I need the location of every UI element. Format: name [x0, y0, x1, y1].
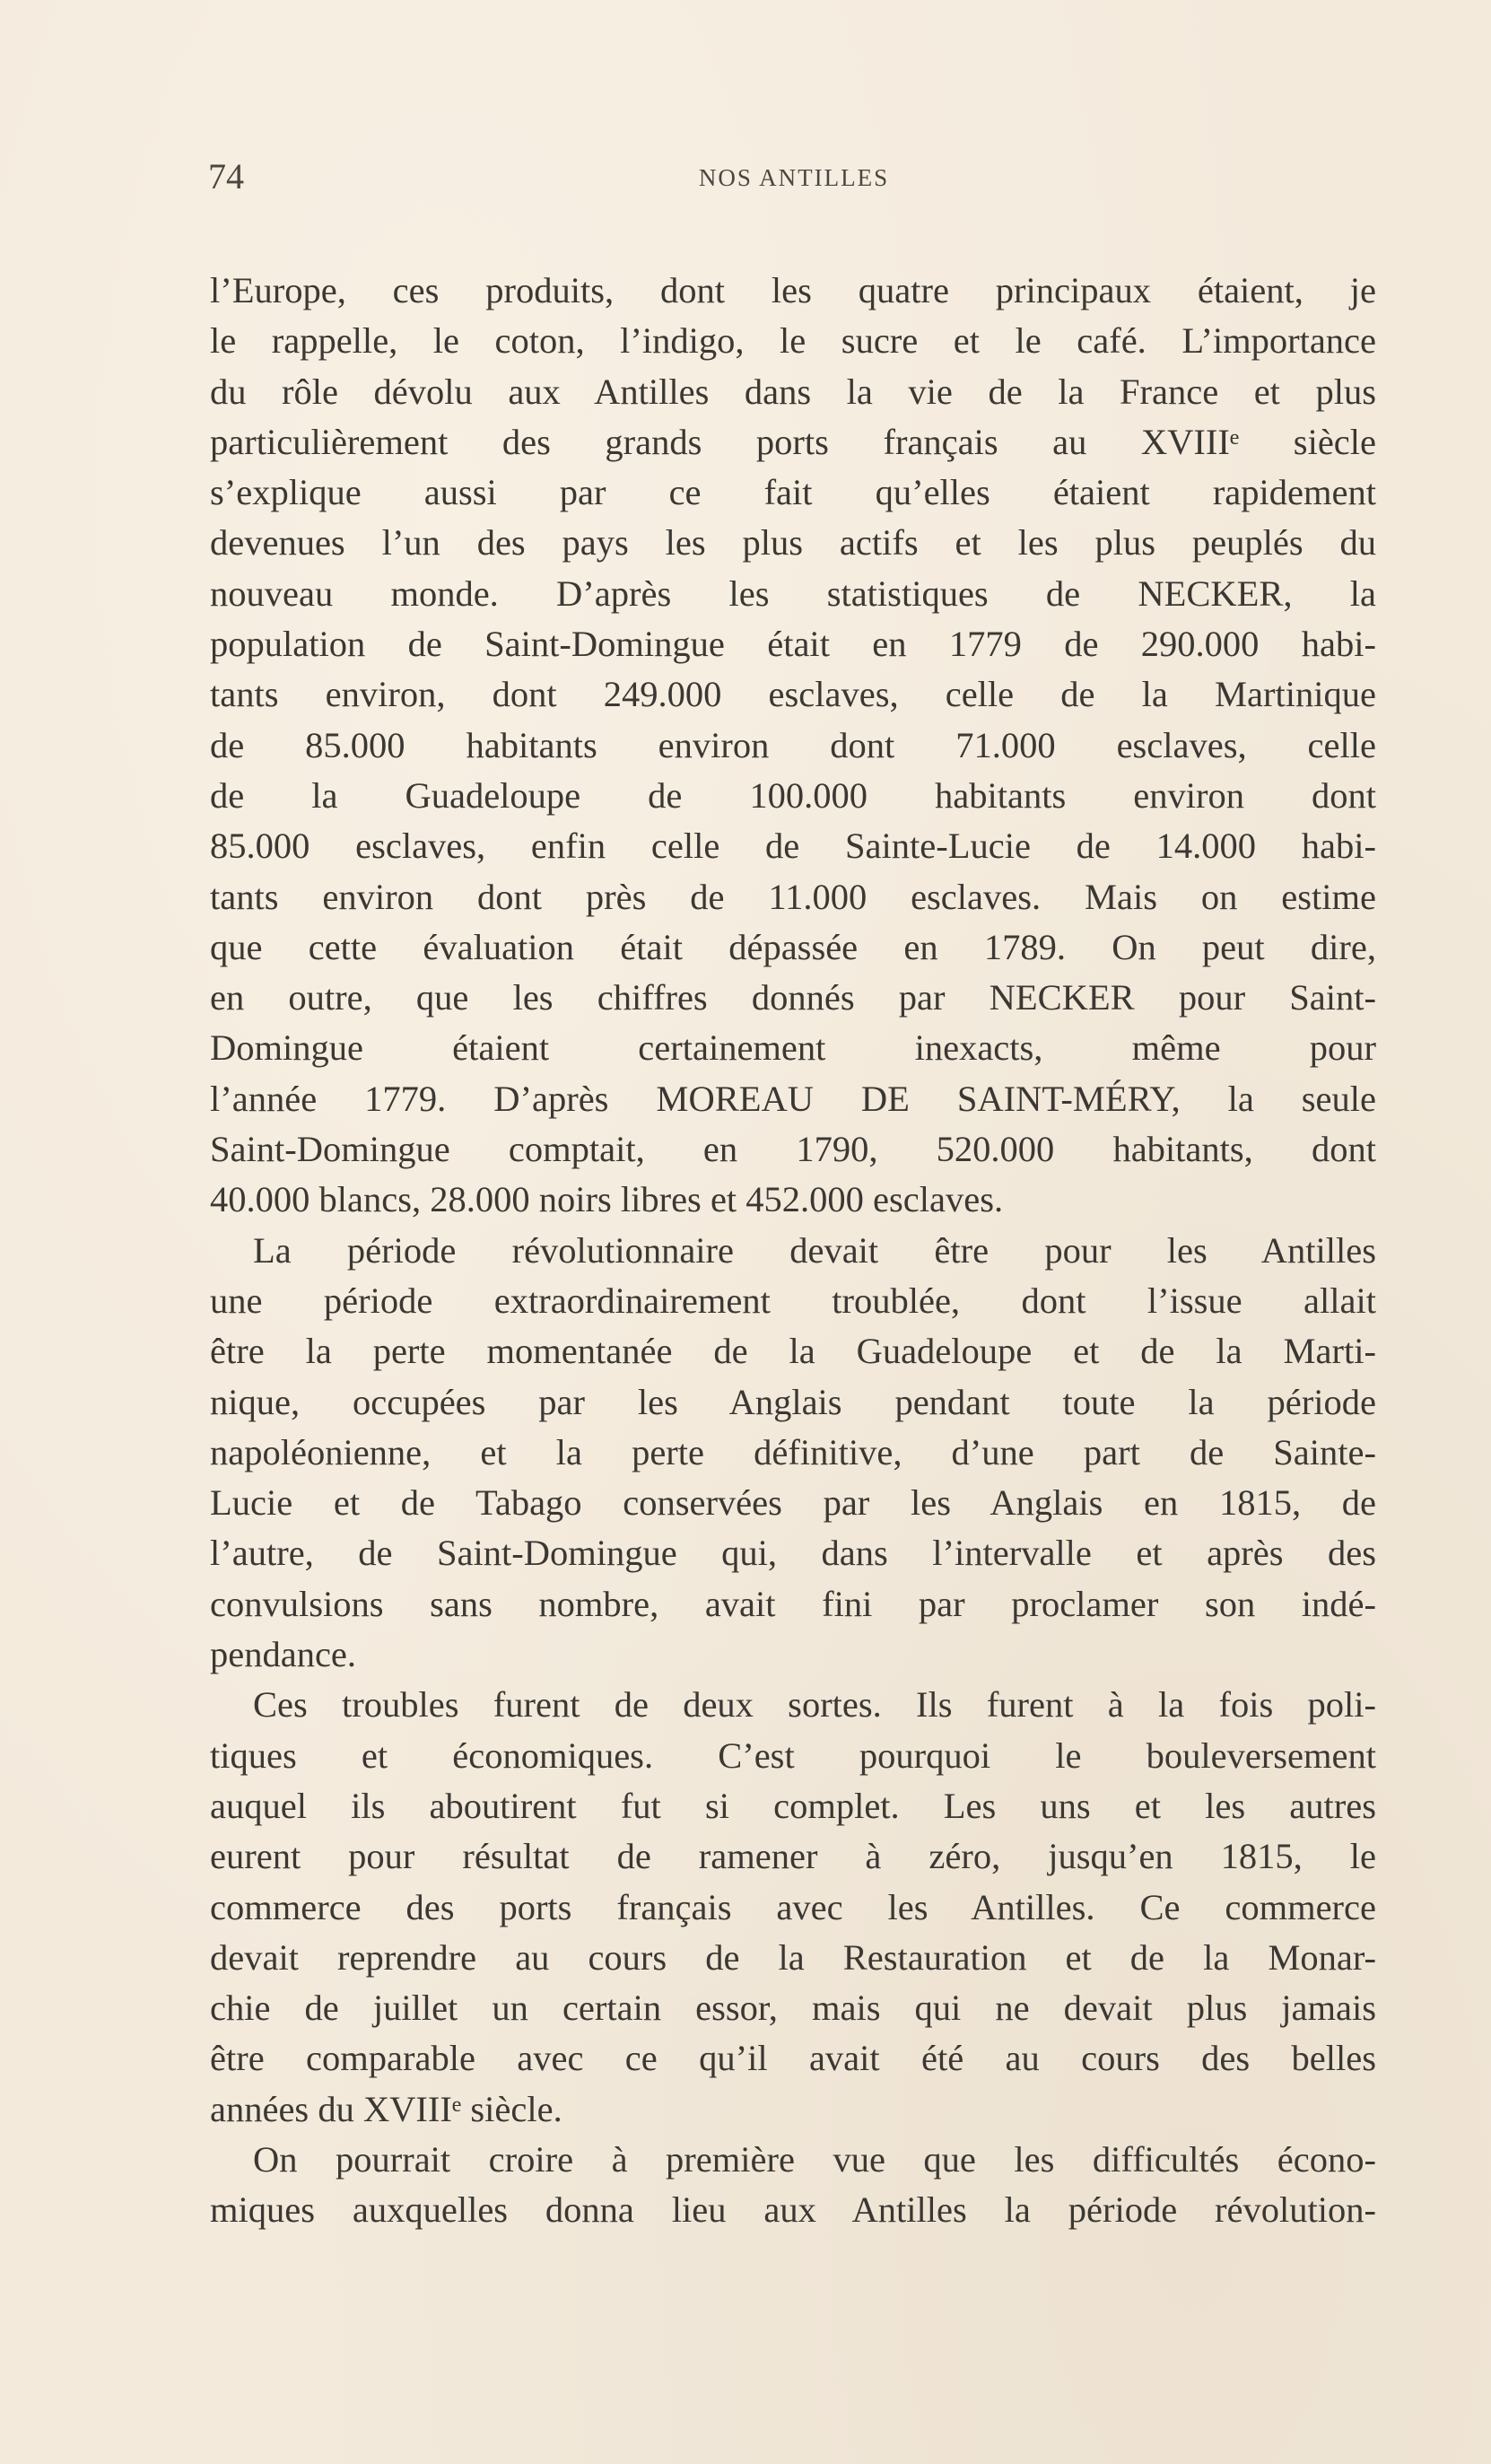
paragraph-end-line: années du XVIIIᵉ siècle.: [210, 2088, 562, 2129]
paragraph-end-line: 40.000 blancs, 28.000 noirs libres et 452.000 esclaves.: [210, 1179, 1004, 1220]
text-line: le rappelle, le coton, l’indigo, le sucre et le café. L’importance: [210, 320, 1376, 362]
text-line: être la perte momentanée de la Guadeloupe et de la Marti-: [210, 1331, 1376, 1372]
text-line: être comparable avec ce qu’il avait été au cours des belles: [210, 2038, 1376, 2079]
text-line: de 85.000 habitants environ dont 71.000 esclaves, celle: [210, 724, 1376, 765]
text-line: du rôle dévolu aux Antilles dans la vie de la France et plus: [210, 371, 1376, 412]
text-line: tants environ dont près de 11.000 esclaves. Mais on estime: [210, 876, 1376, 917]
text-line: convulsions sans nombre, avait fini par proclamer son indé-: [210, 1583, 1376, 1624]
text-line: Lucie et de Tabago conservées par les Anglais en 1815, de: [210, 1482, 1376, 1524]
text-line: devenues l’un des pays les plus actifs et les plus peuplés du: [210, 522, 1376, 564]
text-line: l’Europe, ces produits, dont les quatre principaux étaient, je: [210, 270, 1376, 310]
text-line: tiques et économiques. C’est pourquoi le bouleversement: [210, 1734, 1376, 1776]
text-line: particulièrement des grands ports français au XVIIIᵉ siècle: [210, 421, 1376, 462]
text-line: l’année 1779. D’après MOREAU DE SAINT-MÉRY, la seule: [210, 1078, 1376, 1119]
text-line: napoléonienne, et la perte définitive, d’une part de Sainte-: [210, 1431, 1376, 1472]
text-line: de la Guadeloupe de 100.000 habitants environ dont: [210, 774, 1376, 816]
paragraph-end-line: pendance.: [210, 1634, 357, 1675]
paragraph-start-line: On pourrait croire à première vue que les difficultés écono-: [253, 2138, 1376, 2180]
text-line: Domingue étaient certainement inexacts, même pour: [210, 1027, 1376, 1069]
paragraph-start-line: La période révolutionnaire devait être pour les Antilles: [253, 1229, 1376, 1271]
text-line: s’explique aussi par ce fait qu’elles étaient rapidement: [210, 472, 1376, 513]
text-line: population de Saint-Domingue était en 1779 de 290.000 habi-: [210, 624, 1376, 665]
page-number: 74: [208, 156, 244, 197]
text-line: commerce des ports français avec les Antilles. Ce commerce: [210, 1886, 1376, 1927]
text-line: eurent pour résultat de ramener à zéro, jusqu’en 1815, le: [210, 1836, 1376, 1877]
text-line: 85.000 esclaves, enfin celle de Sainte-Lucie de 14.000 habi-: [210, 826, 1376, 867]
text-line: en outre, que les chiffres donnés par NECKER pour Saint-: [210, 977, 1376, 1018]
paragraph-start-line: Ces troubles furent de deux sortes. Ils furent à la fois poli-: [253, 1684, 1376, 1726]
text-line: que cette évaluation était dépassée en 1789. On peut dire,: [210, 926, 1376, 967]
text-line: chie de juillet un certain essor, mais qui ne devait plus jamais: [210, 1988, 1376, 2029]
text-line: nouveau monde. D’après les statistiques de NECKER, la: [210, 572, 1376, 614]
running-title: NOS ANTILLES: [698, 164, 890, 191]
text-line: devait reprendre au cours de la Restauration et de la Monar-: [210, 1936, 1376, 1978]
text-line: Saint-Domingue comptait, en 1790, 520.000 habitants, dont: [210, 1129, 1376, 1170]
text-line: nique, occupées par les Anglais pendant toute la période: [210, 1381, 1376, 1422]
text-line: tants environ, dont 249.000 esclaves, celle de la Martinique: [210, 674, 1376, 715]
running-header: [208, 154, 1380, 199]
text-line: auquel ils aboutirent fut si complet. Les uns et les autres: [210, 1785, 1376, 1826]
text-line: une période extraordinairement troublée, dont l’issue allait: [210, 1280, 1376, 1321]
text-line: miques auxquelles donna lieu aux Antilles la période révolution-: [210, 2189, 1376, 2231]
body-text: [210, 266, 1376, 2236]
text-line: l’autre, de Saint-Domingue qui, dans l’intervalle et après des: [210, 1533, 1376, 1574]
